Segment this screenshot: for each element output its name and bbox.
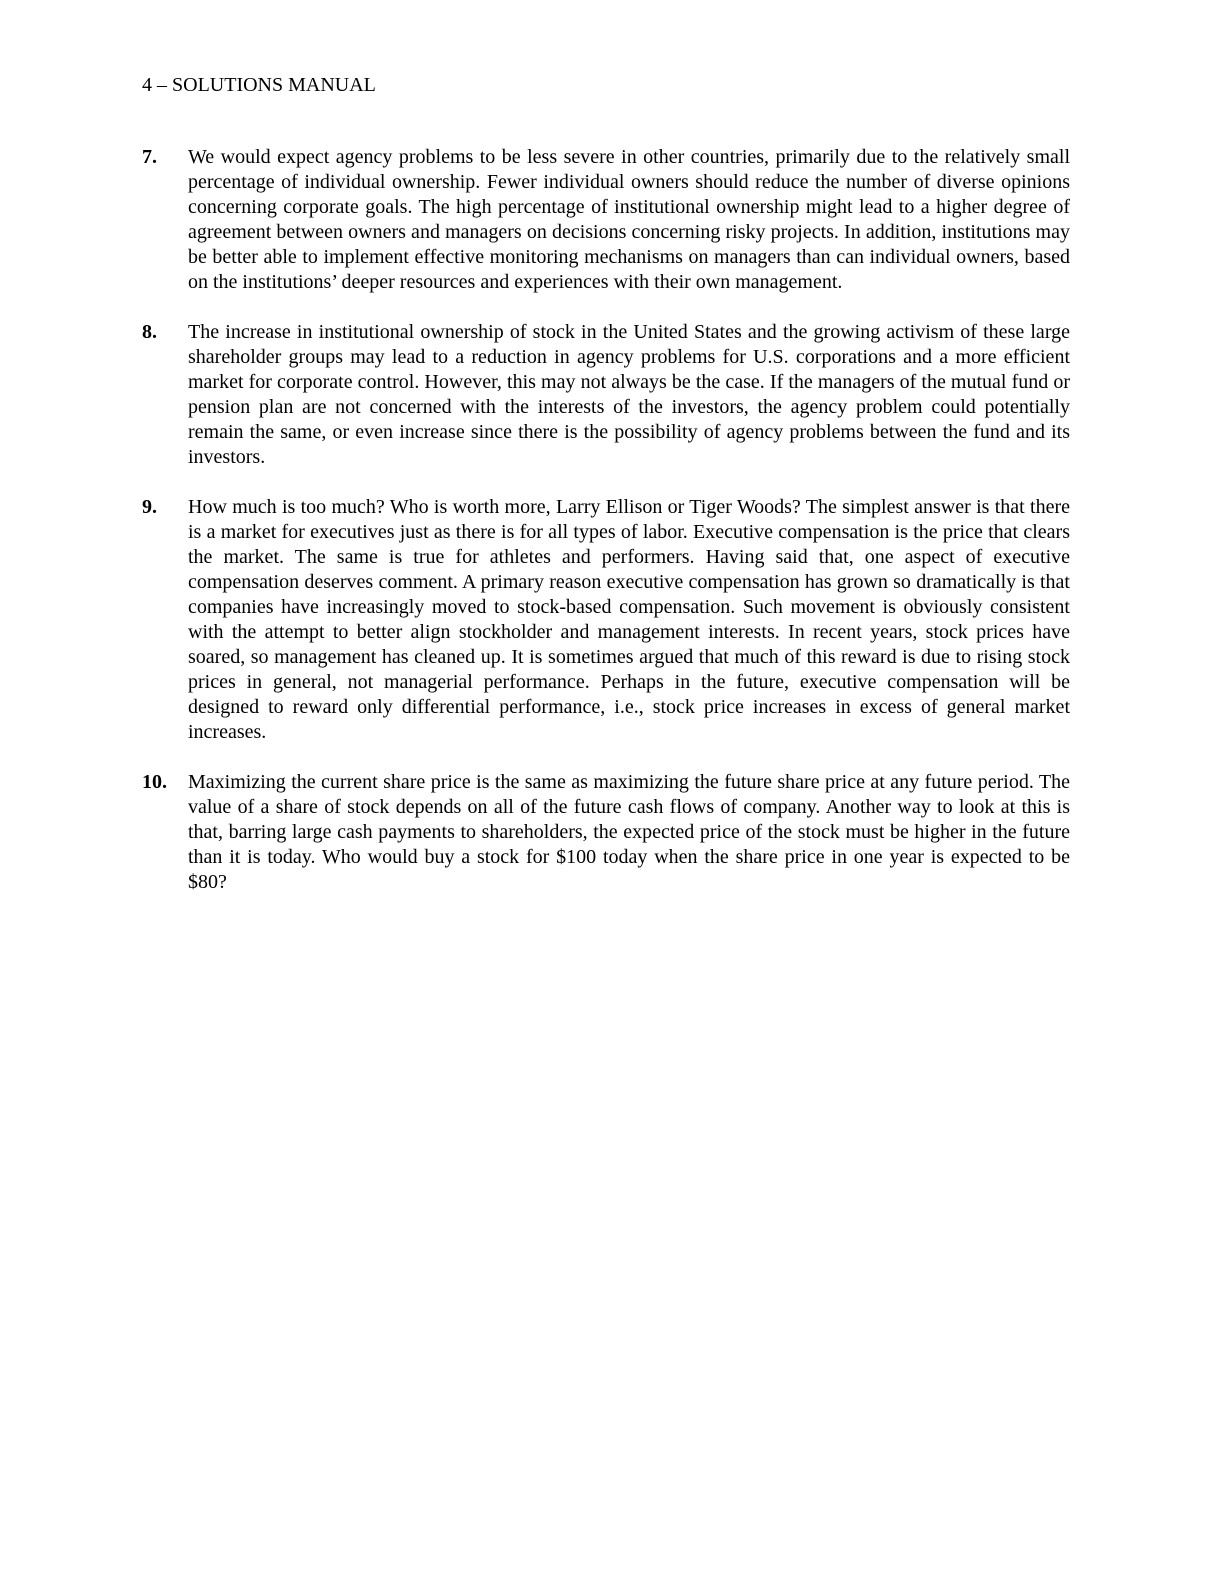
answer-text: We would expect agency problems to be less severe in other countries, primarily due to the relatively small percentage of individual ownership. Fewer individual owners should reduce the number of diverse opinions concerning corporate goals. The high percentage of institutional ownership might lead to a higher degree of agreement between owners and managers on decisions concerning risky projects. In addition, institutions may be better able to implement effective monitoring mechanisms on managers than can individual owners, based on the institutions’ deeper resources and experiences with their own management. xyxy=(188,146,1070,293)
answer-item xyxy=(142,320,1070,470)
answer-text: Maximizing the current share price is the same as maximizing the future share price at any future period. The value of a share of stock depends on all of the future cash flows of company. Another way to look at this is that, barring large cash payments to shareholders, the expected price of the stock must be higher in the future than it is today. Who would buy a stock for $100 today when the share price in one year is expected to be $80? xyxy=(188,771,1070,893)
answer-item xyxy=(142,770,1070,895)
answer-item xyxy=(142,495,1070,745)
answer-number: 8. xyxy=(142,321,157,343)
answer-number: 9. xyxy=(142,496,157,518)
answer-text: How much is too much? Who is worth more, Larry Ellison or Tiger Woods? The simplest answer is that there is a market for executives just as there is for all types of labor. Executive compensation is the price that clears the market. The same is true for athletes and performers. Having said that, one aspect of executive compensation deserves comment. A primary reason executive compensation has grown so dramatically is that companies have increasingly moved to stock-based compensation. Such movement is obviously consistent with the attempt to better align stockholder and management interests. In recent years, stock prices have soared, so management has cleaned up. It is sometimes argued that much of this reward is due to rising stock prices in general, not managerial performance. Perhaps in the future, executive compensation will be designed to reward only differential performance, i.e., stock price increases in excess of general market increases. xyxy=(188,496,1070,743)
answer-item xyxy=(142,145,1070,295)
answer-text: The increase in institutional ownership of stock in the United States and the growing activism of these large shareholder groups may lead to a reduction in agency problems for U.S. corporations and a more efficient market for corporate control. However, this may not always be the case. If the managers of the mutual fund or pension plan are not concerned with the interests of the investors, the agency problem could potentially remain the same, or even increase since there is the possibility of agency problems between the fund and its investors. xyxy=(188,321,1070,468)
answer-number: 10. xyxy=(142,771,167,793)
answer-number: 7. xyxy=(142,146,157,168)
answer-list xyxy=(142,145,1070,920)
running-header: 4 – SOLUTIONS MANUAL xyxy=(142,74,376,96)
